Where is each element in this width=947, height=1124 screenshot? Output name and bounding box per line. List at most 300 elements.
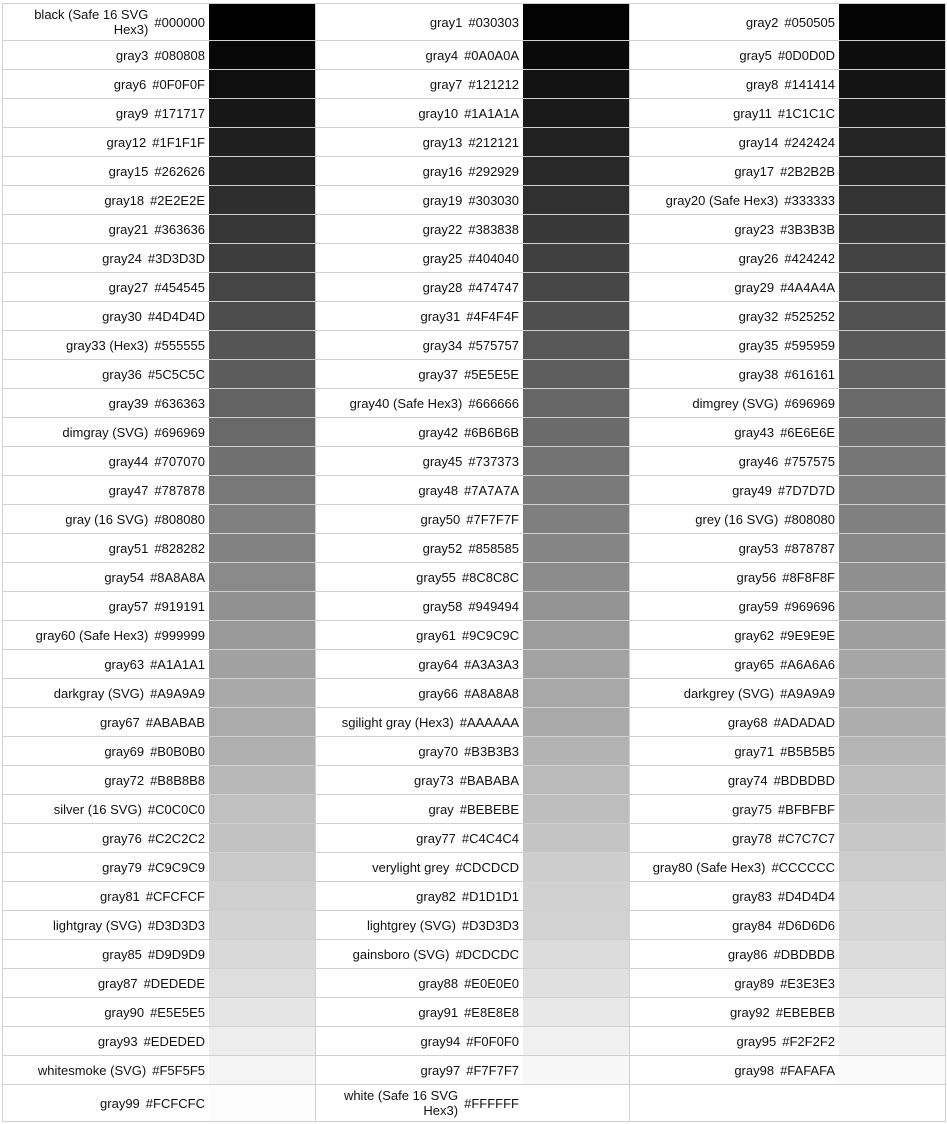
- color-name: gray71: [734, 743, 775, 759]
- color-name: gray40 (Safe Hex3): [349, 395, 463, 411]
- color-cell: [316, 679, 630, 707]
- color-name: gray69: [104, 743, 145, 759]
- table-row: [3, 563, 946, 592]
- color-hex: #C7C7C7: [777, 830, 835, 846]
- color-swatch: [523, 708, 629, 736]
- table-row: [3, 128, 946, 157]
- color-hex: #696969: [154, 424, 205, 440]
- color-hex: #3D3D3D: [147, 250, 205, 266]
- color-hex: #2E2E2E: [150, 192, 205, 208]
- color-name: gray28: [422, 279, 463, 295]
- color-label: [630, 331, 839, 359]
- color-label: [630, 940, 839, 968]
- color-label: [3, 273, 209, 301]
- color-hex: #3B3B3B: [780, 221, 835, 237]
- color-name: gray20 (Safe Hex3): [665, 192, 779, 208]
- color-hex: #4F4F4F: [466, 308, 519, 324]
- color-hex: #A9A9A9: [780, 685, 835, 701]
- color-label: [3, 128, 209, 156]
- color-cell: [630, 940, 946, 968]
- color-name: gray46: [738, 453, 779, 469]
- color-swatch: [523, 418, 629, 446]
- color-name: gray74: [727, 772, 768, 788]
- color-swatch: [839, 766, 945, 794]
- color-name: gray56: [736, 569, 777, 585]
- color-hex: #363636: [154, 221, 205, 237]
- color-cell: [3, 650, 316, 678]
- color-label: [630, 1056, 839, 1084]
- color-label: [630, 592, 839, 620]
- color-label: [3, 940, 209, 968]
- color-hex: #080808: [154, 47, 205, 63]
- color-hex: #1C1C1C: [777, 105, 835, 121]
- color-label: [316, 244, 523, 272]
- color-label: [630, 998, 839, 1026]
- color-name: lightgray (SVG): [53, 917, 142, 933]
- color-cell: [316, 911, 630, 939]
- color-cell: [3, 476, 316, 504]
- color-name: gray4: [425, 47, 459, 63]
- color-swatch: [523, 940, 629, 968]
- color-swatch: [839, 389, 945, 417]
- color-label: [316, 737, 523, 765]
- color-label: [630, 447, 839, 475]
- color-cell: [316, 157, 630, 185]
- color-label: [316, 679, 523, 707]
- color-swatch: [523, 911, 629, 939]
- table-row: [3, 621, 946, 650]
- color-swatch: [839, 998, 945, 1026]
- color-cell: [630, 766, 946, 794]
- color-name: gray89: [734, 975, 775, 991]
- color-label: [3, 99, 209, 127]
- color-hex: #616161: [784, 366, 835, 382]
- color-swatch: [523, 99, 629, 127]
- color-cell: [316, 302, 630, 330]
- color-cell: [3, 969, 316, 997]
- color-name: gray79: [102, 859, 142, 875]
- color-cell: [630, 592, 946, 620]
- color-hex: #F5F5F5: [152, 1062, 205, 1078]
- color-label: [3, 998, 209, 1026]
- table-row: [3, 244, 946, 273]
- color-cell: [630, 186, 946, 214]
- color-hex: #0D0D0D: [777, 47, 835, 63]
- color-hex: #787878: [154, 482, 205, 498]
- color-label: [316, 157, 523, 185]
- color-cell: [3, 389, 316, 417]
- color-label: [3, 331, 209, 359]
- color-name: gray43: [734, 424, 775, 440]
- color-cell: [3, 273, 316, 301]
- color-hex: #050505: [784, 14, 835, 30]
- color-label: [3, 360, 209, 388]
- color-label: [630, 766, 839, 794]
- color-swatch: [523, 592, 629, 620]
- color-cell: [3, 1027, 316, 1055]
- color-hex: #595959: [784, 337, 835, 353]
- color-swatch: [839, 128, 945, 156]
- color-label: [316, 99, 523, 127]
- color-cell: [316, 447, 630, 475]
- color-name: gray70: [418, 743, 459, 759]
- color-name: gray3: [115, 47, 149, 63]
- color-cell: [630, 650, 946, 678]
- color-swatch: [839, 1056, 945, 1084]
- color-hex: #333333: [784, 192, 835, 208]
- color-swatch: [523, 447, 629, 475]
- table-row: [3, 302, 946, 331]
- color-swatch: [209, 679, 315, 707]
- table-row: [3, 824, 946, 853]
- color-swatch: [839, 476, 945, 504]
- color-label: [3, 824, 209, 852]
- color-swatch: [523, 360, 629, 388]
- color-label: [316, 592, 523, 620]
- color-name: gray83: [732, 888, 772, 904]
- color-swatch: [209, 853, 315, 881]
- color-hex: #ABABAB: [145, 714, 205, 730]
- color-hex: #303030: [468, 192, 519, 208]
- color-hex: #E5E5E5: [150, 1004, 205, 1020]
- color-hex: #666666: [468, 395, 519, 411]
- color-name: gray30: [102, 308, 142, 324]
- color-hex: #A1A1A1: [150, 656, 205, 672]
- color-cell: [3, 621, 316, 649]
- color-hex: #141414: [784, 76, 835, 92]
- color-cell: [3, 215, 316, 243]
- color-name: darkgray (SVG): [53, 685, 145, 701]
- color-label: [630, 882, 839, 910]
- color-label: [3, 41, 209, 69]
- color-hex: #0A0A0A: [464, 47, 519, 63]
- color-hex: #525252: [784, 308, 835, 324]
- color-hex: #0F0F0F: [152, 76, 205, 92]
- color-name: gray39: [108, 395, 149, 411]
- color-hex: #919191: [154, 598, 205, 614]
- color-hex: #ADADAD: [773, 714, 835, 730]
- color-hex: #BDBDBD: [773, 772, 835, 788]
- color-label: [3, 737, 209, 765]
- color-cell: [316, 940, 630, 968]
- color-hex: #8C8C8C: [461, 569, 519, 585]
- color-name: gray94: [420, 1033, 461, 1049]
- color-label: [316, 476, 523, 504]
- color-cell: [316, 70, 630, 98]
- table-row: [3, 795, 946, 824]
- color-label: [316, 273, 523, 301]
- color-hex: #AAAAAA: [459, 714, 519, 730]
- color-name: gray53: [738, 540, 779, 556]
- color-name: gainsboro (SVG): [352, 946, 450, 962]
- color-hex: #9C9C9C: [461, 627, 519, 643]
- color-cell: [3, 1056, 316, 1084]
- color-label: [316, 998, 523, 1026]
- color-cell: [630, 41, 946, 69]
- color-cell: [3, 766, 316, 794]
- color-swatch: [839, 563, 945, 591]
- color-cell: [3, 186, 316, 214]
- color-hex: #EDEDED: [143, 1033, 205, 1049]
- color-swatch: [839, 737, 945, 765]
- color-name: gray57: [108, 598, 149, 614]
- color-swatch: [209, 273, 315, 301]
- empty-cell: [630, 1085, 946, 1121]
- color-swatch: [209, 505, 315, 533]
- color-hex: #454545: [154, 279, 205, 295]
- color-cell: [316, 998, 630, 1026]
- color-hex: #707070: [154, 453, 205, 469]
- color-swatch: [523, 1056, 629, 1084]
- color-name: gray98: [734, 1062, 775, 1078]
- color-cell: [3, 418, 316, 446]
- color-name: gray36: [102, 366, 142, 382]
- color-hex: #DCDCDC: [455, 946, 519, 962]
- color-label: [630, 563, 839, 591]
- color-label: [3, 911, 209, 939]
- color-label: [630, 128, 839, 156]
- color-swatch: [839, 708, 945, 736]
- color-swatch: [839, 969, 945, 997]
- color-label: [630, 360, 839, 388]
- color-swatch: [839, 824, 945, 852]
- color-swatch: [209, 302, 315, 330]
- color-swatch: [523, 215, 629, 243]
- color-label: [3, 476, 209, 504]
- color-name: gray99: [100, 1095, 140, 1111]
- color-name: gray91: [418, 1004, 459, 1020]
- color-name: gray33 (Hex3): [66, 337, 149, 353]
- color-hex: #C4C4C4: [461, 830, 519, 846]
- color-name: gray92: [729, 1004, 770, 1020]
- color-hex: #BEBEBE: [459, 801, 519, 817]
- color-cell: [3, 447, 316, 475]
- color-swatch: [839, 534, 945, 562]
- color-hex: #B8B8B8: [150, 772, 205, 788]
- color-hex: #808080: [154, 511, 205, 527]
- table-row: [3, 418, 946, 447]
- color-cell: [630, 824, 946, 852]
- color-cell: [3, 505, 316, 533]
- color-cell: [316, 186, 630, 214]
- color-label: [3, 1085, 209, 1121]
- color-label: [3, 70, 209, 98]
- gray-color-table: [2, 3, 946, 1122]
- color-cell: [316, 824, 630, 852]
- color-name: gray65: [734, 656, 775, 672]
- color-swatch: [209, 1027, 315, 1055]
- color-hex: #383838: [468, 221, 519, 237]
- color-cell: [630, 534, 946, 562]
- color-name: gray48: [418, 482, 459, 498]
- color-hex: #E3E3E3: [780, 975, 835, 991]
- color-name: gray5: [739, 47, 772, 63]
- color-swatch: [209, 389, 315, 417]
- color-hex: #5E5E5E: [464, 366, 519, 382]
- color-cell: [3, 882, 316, 910]
- color-hex: #737373: [468, 453, 519, 469]
- color-swatch: [839, 940, 945, 968]
- color-swatch: [209, 244, 315, 272]
- color-label: [630, 302, 839, 330]
- color-cell: [316, 244, 630, 272]
- color-swatch: [523, 737, 629, 765]
- color-swatch: [209, 157, 315, 185]
- color-name: silver (16 SVG): [53, 801, 142, 817]
- color-hex: #D3D3D3: [147, 917, 205, 933]
- color-label: [3, 650, 209, 678]
- color-swatch: [209, 534, 315, 562]
- table-row: [3, 592, 946, 621]
- color-hex: #FCFCFC: [145, 1095, 205, 1111]
- color-name: lightgrey (SVG): [367, 917, 456, 933]
- color-label: [3, 592, 209, 620]
- color-swatch: [839, 418, 945, 446]
- color-label: [630, 911, 839, 939]
- color-cell: [630, 998, 946, 1026]
- color-label: [316, 128, 523, 156]
- color-name: gray47: [108, 482, 149, 498]
- color-hex: #C0C0C0: [147, 801, 205, 817]
- color-label: [316, 186, 523, 214]
- color-name: grey (16 SVG): [695, 511, 779, 527]
- color-label: [630, 157, 839, 185]
- color-label: [3, 795, 209, 823]
- color-name: gray63: [104, 656, 145, 672]
- color-name: gray23: [734, 221, 775, 237]
- color-swatch: [209, 4, 315, 40]
- color-label: [630, 389, 839, 417]
- color-hex: #949494: [468, 598, 519, 614]
- color-cell: [630, 911, 946, 939]
- color-hex: #BABABA: [459, 772, 519, 788]
- color-hex: #555555: [154, 337, 205, 353]
- color-cell: [3, 679, 316, 707]
- color-cell: [3, 708, 316, 736]
- color-cell: [630, 679, 946, 707]
- color-hex: #7F7F7F: [466, 511, 519, 527]
- color-cell: [316, 853, 630, 881]
- color-name: gray35: [738, 337, 779, 353]
- color-name: whitesmoke (SVG): [37, 1062, 147, 1078]
- color-name: gray24: [102, 250, 142, 266]
- color-hex: #EBEBEB: [775, 1004, 835, 1020]
- table-row: [3, 186, 946, 215]
- color-name: gray37: [418, 366, 459, 382]
- color-cell: [3, 331, 316, 359]
- table-row: [3, 505, 946, 534]
- color-name: gray12: [106, 134, 147, 150]
- color-name: gray95: [736, 1033, 777, 1049]
- color-label: [316, 505, 523, 533]
- color-name: gray7: [429, 76, 463, 92]
- color-swatch: [523, 4, 629, 40]
- color-swatch: [839, 302, 945, 330]
- color-cell: [630, 302, 946, 330]
- color-swatch: [209, 1085, 315, 1121]
- color-swatch: [209, 447, 315, 475]
- color-label: [316, 1056, 523, 1084]
- table-row: [3, 476, 946, 505]
- color-name: gray78: [732, 830, 772, 846]
- color-name: black (Safe 16 SVG Hex3): [34, 7, 149, 37]
- color-swatch: [523, 70, 629, 98]
- color-name: gray31: [420, 308, 461, 324]
- color-cell: [316, 737, 630, 765]
- color-hex: #D4D4D4: [777, 888, 835, 904]
- color-label: [630, 418, 839, 446]
- color-name: gray50: [420, 511, 461, 527]
- color-hex: #C2C2C2: [147, 830, 205, 846]
- color-hex: #999999: [154, 627, 205, 643]
- color-name: gray72: [104, 772, 145, 788]
- color-name: gray61: [416, 627, 456, 643]
- color-swatch: [523, 969, 629, 997]
- color-swatch: [209, 795, 315, 823]
- color-name: gray17: [734, 163, 775, 179]
- color-name: gray27: [108, 279, 149, 295]
- color-name: gray76: [102, 830, 142, 846]
- table-row: [3, 70, 946, 99]
- color-hex: #858585: [468, 540, 519, 556]
- color-label: [3, 708, 209, 736]
- color-name: gray58: [422, 598, 463, 614]
- color-name: gray11: [733, 105, 772, 121]
- color-swatch: [839, 4, 945, 40]
- color-hex: #6B6B6B: [464, 424, 519, 440]
- color-swatch: [839, 99, 945, 127]
- color-name: gray13: [422, 134, 463, 150]
- color-cell: [316, 389, 630, 417]
- color-hex: #1F1F1F: [152, 134, 205, 150]
- color-swatch: [523, 244, 629, 272]
- color-hex: #FAFAFA: [780, 1062, 835, 1078]
- color-label: [3, 766, 209, 794]
- color-name: gray8: [745, 76, 779, 92]
- color-cell: [630, 708, 946, 736]
- color-cell: [3, 824, 316, 852]
- color-swatch: [523, 505, 629, 533]
- color-swatch: [523, 273, 629, 301]
- color-cell: [3, 563, 316, 591]
- color-swatch: [523, 882, 629, 910]
- color-label: [630, 621, 839, 649]
- table-row: [3, 215, 946, 244]
- color-label: [630, 186, 839, 214]
- color-swatch: [839, 592, 945, 620]
- color-hex: #474747: [468, 279, 519, 295]
- color-hex: #2B2B2B: [780, 163, 835, 179]
- color-swatch: [523, 1085, 629, 1121]
- color-cell: [316, 563, 630, 591]
- color-hex: #CCCCCC: [771, 859, 835, 875]
- color-label: [3, 534, 209, 562]
- table-row: [3, 360, 946, 389]
- color-name: gray68: [727, 714, 768, 730]
- color-hex: #8F8F8F: [782, 569, 835, 585]
- color-label: [316, 215, 523, 243]
- color-name: gray62: [734, 627, 775, 643]
- color-cell: [316, 99, 630, 127]
- color-hex: #828282: [154, 540, 205, 556]
- color-label: [3, 679, 209, 707]
- color-swatch: [839, 157, 945, 185]
- color-label: [3, 447, 209, 475]
- table-row: [3, 273, 946, 302]
- color-label: [630, 41, 839, 69]
- color-cell: [630, 128, 946, 156]
- color-hex: #171717: [154, 105, 205, 121]
